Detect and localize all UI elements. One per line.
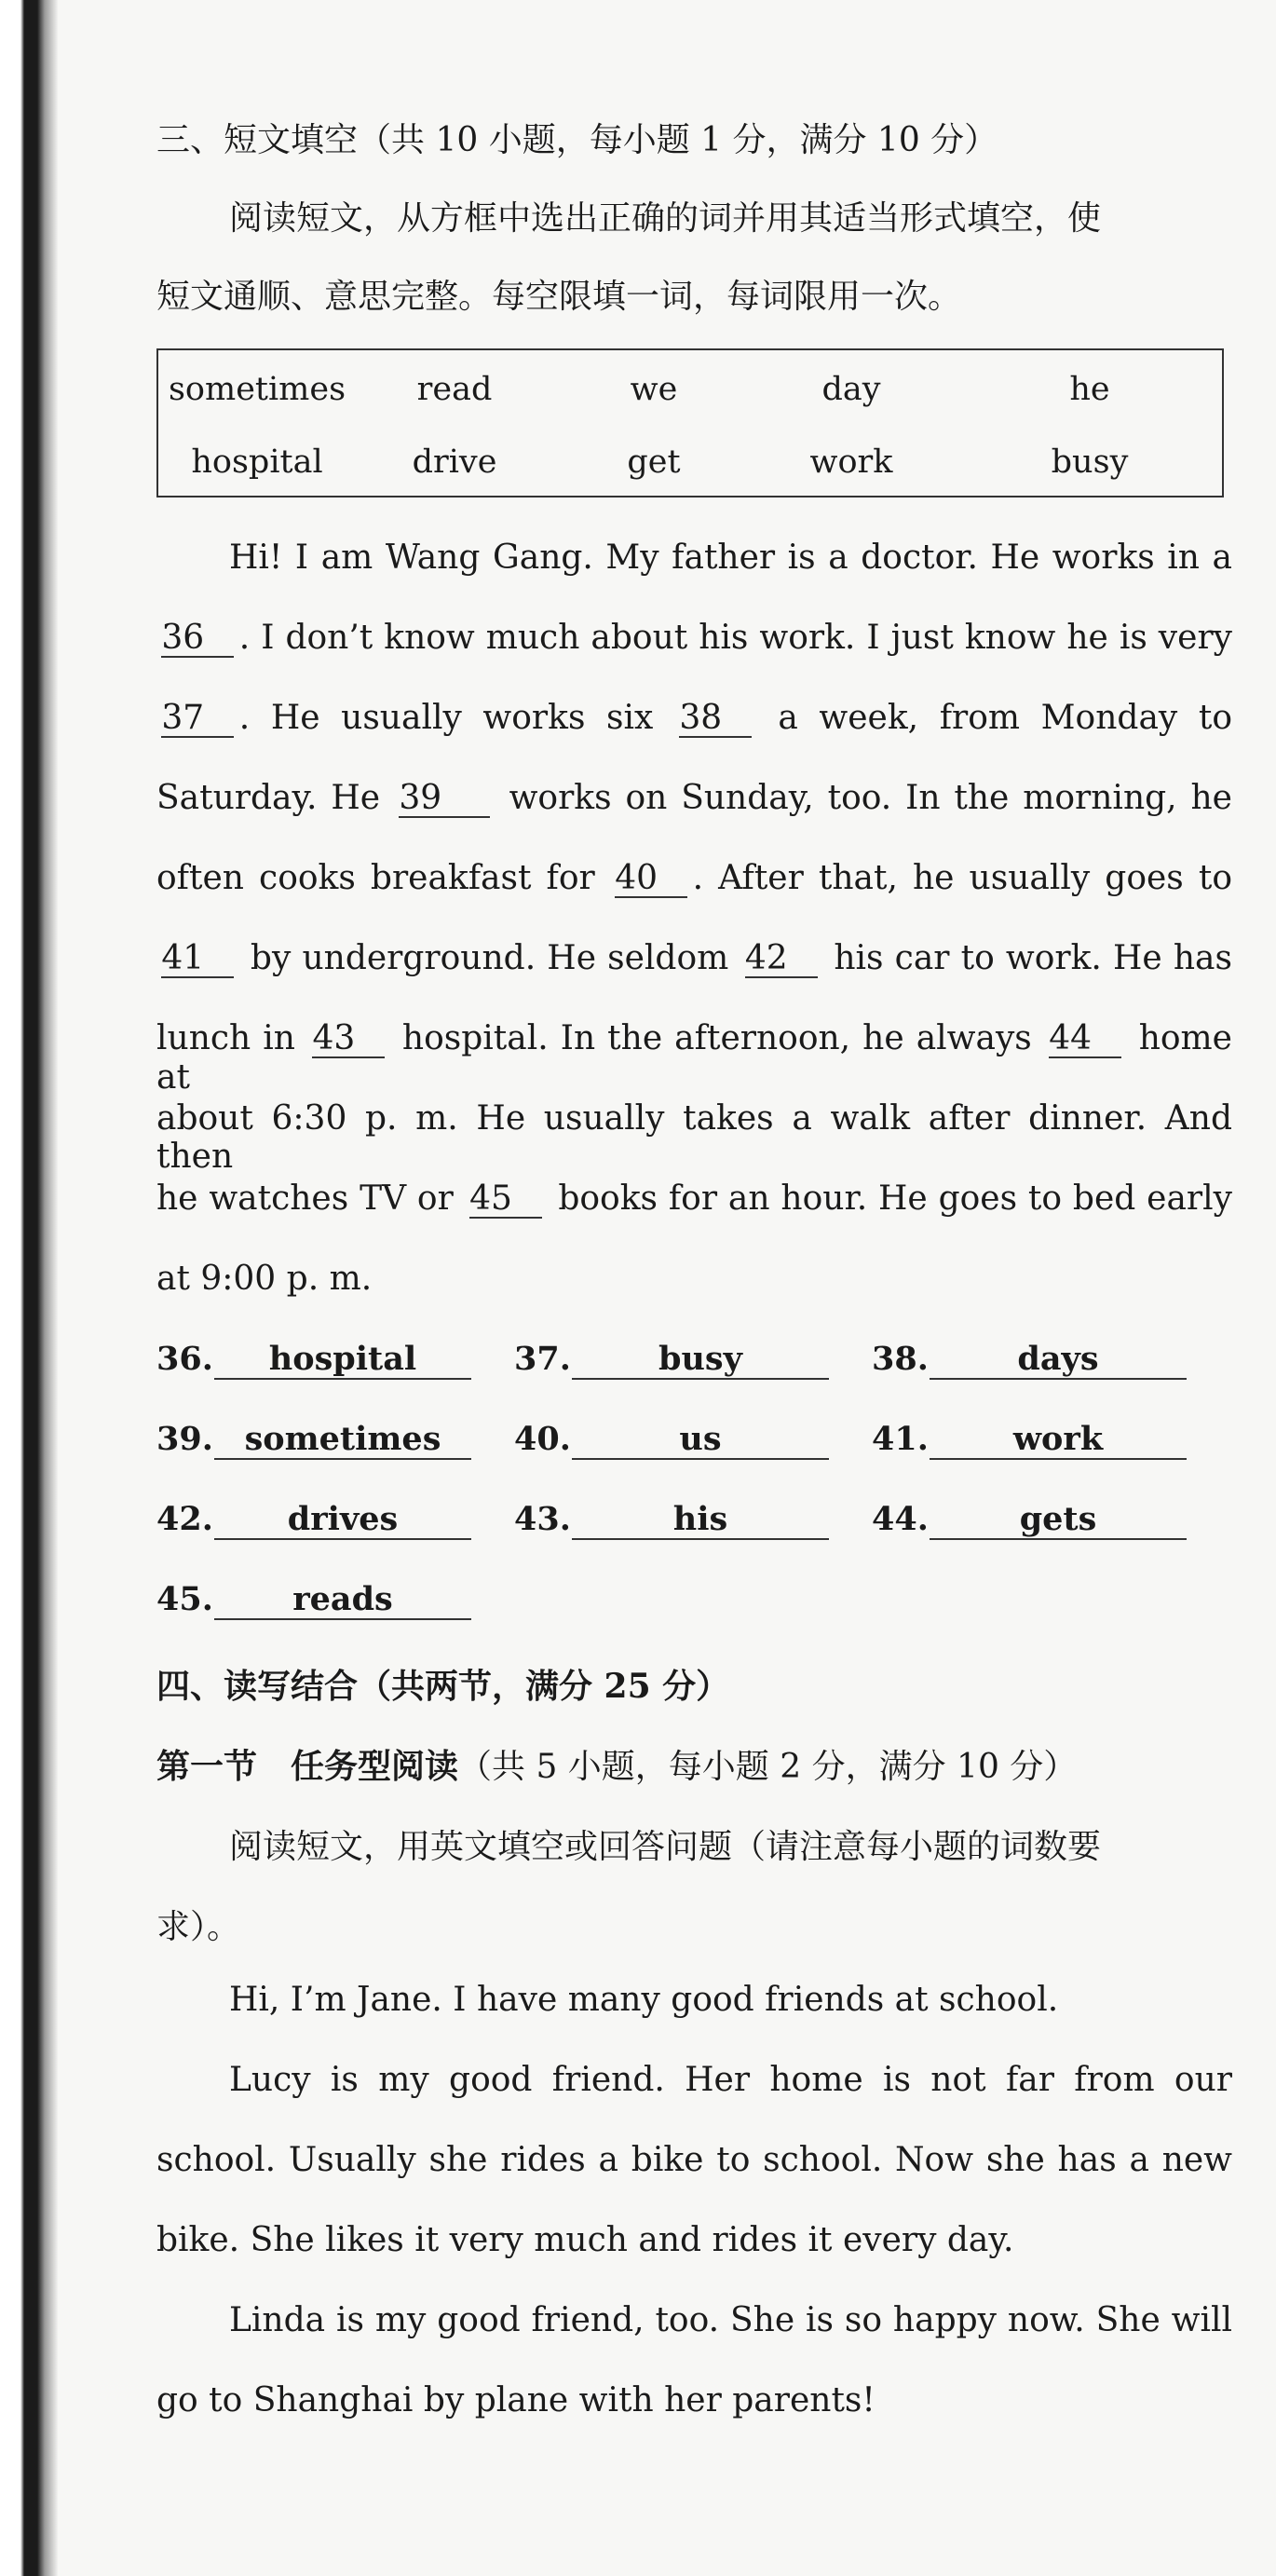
passage-line: he watches TV or 45 books for an hour. He goes to bed early — [156, 1179, 1232, 1218]
reading-passage-line: Lucy is my good friend. Her home is not far from our — [229, 2061, 1232, 2099]
word-box-item: read — [416, 371, 493, 408]
passage-line: lunch in 43 hospital. In the afternoon, he always 44 home at — [156, 1019, 1232, 1097]
section-3-instruction-2: 短文通顺、意思完整。每空限填一词，每词限用一次。 — [156, 278, 962, 316]
word-box-item: hospital — [191, 443, 323, 481]
blank-39: 39 — [399, 781, 490, 818]
answer-37: 37. busy — [514, 1340, 829, 1380]
word-box-item: drive — [412, 443, 497, 481]
passage-line: often cooks breakfast for 40 . After that, he usually goes to — [156, 859, 1232, 897]
passage-line: at 9:00 p. m. — [156, 1260, 373, 1298]
answer-44: 44. gets — [872, 1500, 1187, 1540]
word-box-item: sometimes — [168, 371, 346, 408]
section-4-instruction-2: 求）。 — [156, 1908, 241, 1946]
section-3-instruction-1: 阅读短文，从方框中选出正确的词并用其适当形式填空，使 — [229, 199, 1102, 238]
answer-40: 40. us — [514, 1420, 829, 1460]
word-box-item: day — [821, 371, 881, 408]
word-box-item: he — [1069, 371, 1110, 408]
reading-passage-line: go to Shanghai by plane with her parents! — [156, 2381, 876, 2419]
passage-line: 37 . He usually works six 38 a week, from Monday to — [161, 699, 1233, 737]
reading-passage-line: school. Usually she rides a bike to school. Now she has a new — [156, 2141, 1232, 2179]
answer-42: 42. drives — [156, 1500, 471, 1540]
blank-40: 40 — [615, 861, 687, 898]
section-4-heading: 四、读写结合（共两节，满分 25 分） — [156, 1667, 730, 1706]
section-3-heading: 三、短文填空（共 10 小题，每小题 1 分，满分 10 分） — [156, 121, 998, 159]
passage-line: Saturday. He 39 works on Sunday, too. In the morning, he — [156, 779, 1232, 817]
blank-38: 38 — [679, 701, 752, 738]
reading-passage-line: Hi, I’m Jane. I have many good friends at school. — [229, 1981, 1059, 2019]
reading-passage-line: bike. She likes it very much and rides it every day. — [156, 2221, 1014, 2259]
passage-line: 41 by underground. He seldom 42 his car to work. He has — [161, 939, 1232, 977]
blank-42: 42 — [745, 941, 818, 978]
blank-41: 41 — [161, 941, 234, 978]
blank-37: 37 — [161, 701, 234, 738]
answer-38: 38. days — [872, 1340, 1187, 1380]
blank-43: 43 — [312, 1021, 385, 1058]
reading-passage-line: Linda is my good friend, too. She is so happy now. She will — [229, 2301, 1232, 2339]
answer-39: 39. sometimes — [156, 1420, 471, 1460]
answer-45: 45. reads — [156, 1580, 471, 1620]
blank-44: 44 — [1049, 1021, 1121, 1058]
word-box-item: we — [630, 371, 678, 408]
passage-line: 36 . I don’t know much about his work. I just know he is very — [161, 619, 1232, 657]
answer-36: 36. hospital — [156, 1340, 471, 1380]
word-box-item: busy — [1051, 443, 1129, 481]
passage-line: about 6:30 p. m. He usually takes a walk after dinner. And then — [156, 1099, 1232, 1176]
blank-45: 45 — [469, 1181, 542, 1219]
word-box — [156, 348, 1224, 497]
section-4-part-1-heading: 第一节 任务型阅读（共 5 小题，每小题 2 分，满分 10 分） — [156, 1747, 1078, 1786]
answer-43: 43. his — [514, 1500, 829, 1540]
section-4-instruction-1: 阅读短文，用英文填空或回答问题（请注意每小题的词数要 — [229, 1828, 1102, 1866]
answer-41: 41. work — [872, 1420, 1187, 1460]
blank-36: 36 — [161, 620, 234, 658]
word-box-item: work — [809, 443, 893, 481]
scan-binding-edge — [0, 0, 58, 2576]
word-box-item: get — [627, 443, 681, 481]
passage-line: Hi! I am Wang Gang. My father is a doctor. He works in a — [229, 538, 1232, 577]
